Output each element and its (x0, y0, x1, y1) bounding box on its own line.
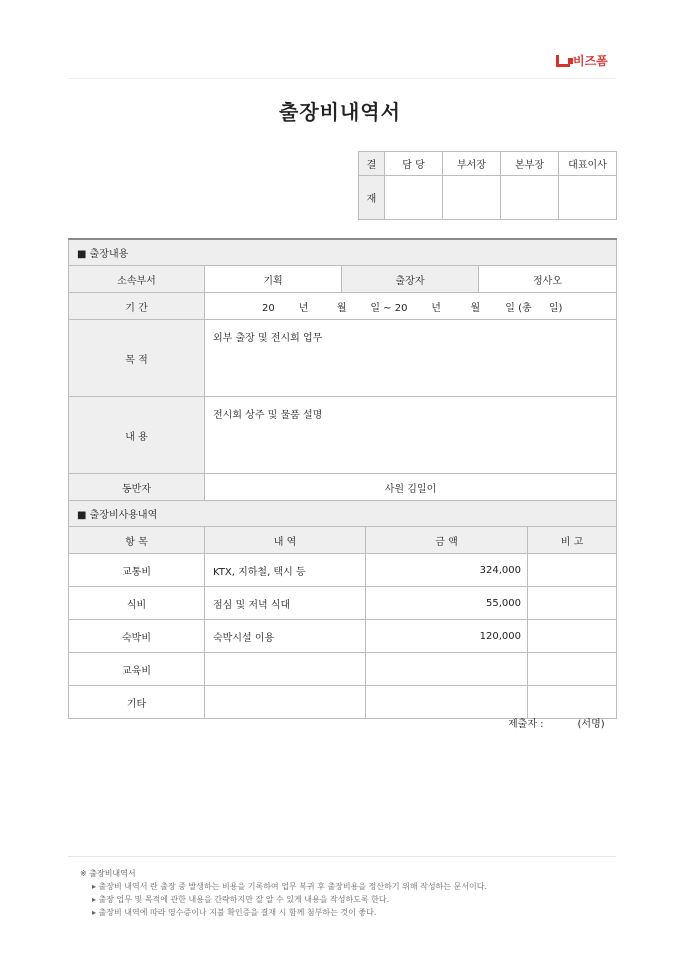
note-item: ▸ 출장비 내역서 란 출장 중 발생하는 비용을 기록하여 업무 복귀 후 출장비용을 정산하기 위해 작성하는 문서이다. (92, 882, 488, 891)
period-label: 기 간 (69, 293, 205, 320)
header-divider (68, 78, 616, 79)
purpose-value[interactable]: 외부 출장 및 전시회 업무 (205, 320, 617, 397)
notes-divider (68, 856, 616, 857)
approval-col-dept-head: 부서장 (443, 152, 501, 176)
expense-header-note: 비 고 (528, 527, 617, 554)
companion-value[interactable]: 사원 김일이 (205, 474, 617, 501)
approval-sign-division-head[interactable] (501, 176, 559, 220)
submitter-label: 제출자 : (508, 719, 544, 730)
period-day-to-year: 일 ~ 20 (370, 302, 408, 314)
expense-note[interactable] (528, 554, 617, 587)
bizforms-logo-icon (556, 55, 570, 67)
expense-header-detail: 내 역 (205, 527, 366, 554)
traveler-value[interactable]: 정사오 (479, 266, 617, 293)
period-end-year-unit: 년 (431, 302, 441, 314)
companion-label: 동반자 (69, 474, 205, 501)
expense-header-amount: 금 액 (366, 527, 528, 554)
content-label: 내 용 (69, 397, 205, 474)
expense-detail[interactable]: 숙박시설 이용 (205, 620, 366, 653)
note-item: ▸ 출장비 내역에 따라 영수증이나 지불 확인증을 결재 시 함께 첨부하는 것이 좋다. (92, 908, 377, 917)
expense-item: 교육비 (69, 653, 205, 686)
period-month-unit: 월 (336, 302, 347, 314)
approval-sign-ceo[interactable] (559, 176, 617, 220)
approval-col-staff: 담 당 (385, 152, 443, 176)
approval-col-division-head: 본부장 (501, 152, 559, 176)
expense-item: 숙박비 (69, 620, 205, 653)
period-total-days: 일 (총 (505, 302, 532, 314)
expense-item: 식비 (69, 587, 205, 620)
expense-detail[interactable]: 점심 및 저녁 식대 (205, 587, 366, 620)
period-value[interactable] (205, 293, 617, 320)
purpose-label: 목 적 (69, 320, 205, 397)
expense-detail[interactable] (205, 653, 366, 686)
document-title: 출장비내역서 (279, 100, 401, 124)
expense-amount[interactable]: 120,000 (366, 620, 528, 653)
dept-label: 소속부서 (69, 266, 205, 293)
period-end-month-unit: 월 (470, 302, 481, 314)
expense-amount[interactable]: 324,000 (366, 554, 528, 587)
expense-amount[interactable] (366, 686, 528, 719)
expense-header-item: 항 목 (69, 527, 205, 554)
expense-item: 기타 (69, 686, 205, 719)
trip-form-table (68, 238, 617, 719)
expense-note[interactable] (528, 653, 617, 686)
approval-col-ceo: 대표이사 (559, 152, 617, 176)
notes-title: ※ 출장비내역서 (80, 869, 136, 878)
section-trip-details-heading: ■ 출장내용 (69, 239, 617, 266)
guide-notes (80, 867, 487, 919)
expense-detail[interactable]: KTX, 지하철, 택시 등 (205, 554, 366, 587)
expense-amount[interactable]: 55,000 (366, 587, 528, 620)
expense-item: 교통비 (69, 554, 205, 587)
brand-logo-text: 비즈폼 (573, 54, 608, 68)
brand-logo (556, 52, 608, 69)
content-value[interactable]: 전시회 상주 및 물품 설명 (205, 397, 617, 474)
period-day-close: 일) (548, 302, 563, 314)
approval-side-label-1: 결 (359, 152, 385, 176)
note-item: ▸ 출장 업무 및 목적에 관한 내용을 간략하지만 잘 알 수 있게 내용을 작성하도록 한다. (92, 895, 390, 904)
expense-row (69, 554, 617, 587)
traveler-label: 출장자 (342, 266, 479, 293)
signature-line (508, 715, 605, 730)
approval-sign-dept-head[interactable] (443, 176, 501, 220)
expense-detail[interactable] (205, 686, 366, 719)
section-expense-heading: ■ 출장비사용내역 (69, 501, 617, 527)
dept-value[interactable]: 기획 (205, 266, 342, 293)
approval-sign-staff[interactable] (385, 176, 443, 220)
expense-note[interactable] (528, 587, 617, 620)
approval-table (358, 151, 617, 220)
expense-row (69, 620, 617, 653)
expense-row (69, 587, 617, 620)
expense-row (69, 653, 617, 686)
expense-note[interactable] (528, 620, 617, 653)
signature-mark[interactable]: (서명) (577, 719, 605, 730)
expense-row (69, 686, 617, 719)
approval-side-label-2: 재 (359, 176, 385, 220)
expense-amount[interactable] (366, 653, 528, 686)
period-year-unit: 년 (298, 302, 309, 314)
expense-note[interactable] (528, 686, 617, 719)
period-start-year: 20 (261, 302, 275, 314)
